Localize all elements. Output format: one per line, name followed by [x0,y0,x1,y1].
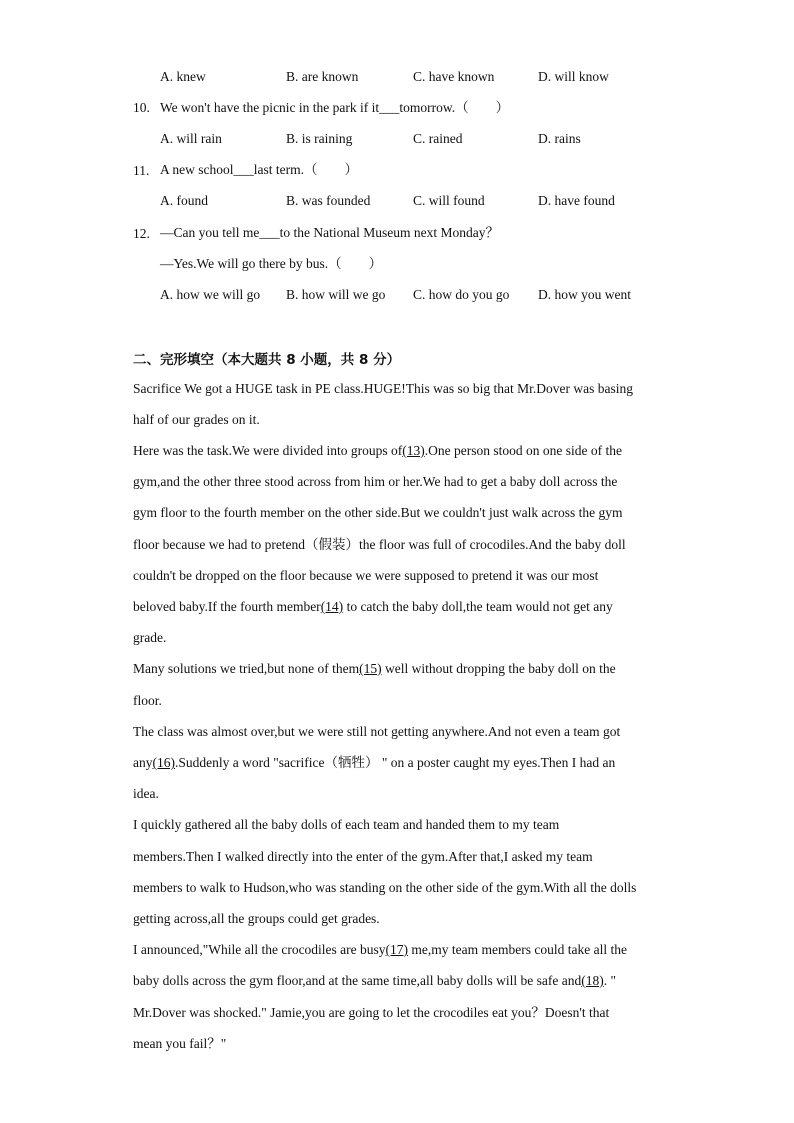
q9-option-a: A. knew [160,69,206,84]
q12-option-d: D. how you went [538,287,631,302]
blank-17: (17) [385,942,409,957]
passage-line: I quickly gathered all the baby dolls of each team and handed them to my team [133,817,560,832]
q11-option-b: B. was founded [286,193,371,208]
passage-line: getting across,all the groups could get grades. [133,911,380,926]
passage-line: half of our grades on it. [133,412,260,427]
q12-option-b: B. how will we go [286,287,386,302]
passage-line: beloved baby.If the fourth member(14) to catch the baby doll,the team would not get any [133,599,613,614]
q9-option-b: B. are known [286,69,359,84]
q11-option-d: D. have found [538,193,615,208]
q10-option-d: D. rains [538,131,581,146]
blank-13: (13) [402,443,425,458]
q10-stem: We won't have the picnic in the park if it___tomorrow.（ ） [160,100,510,115]
q12-number: 12. [133,226,150,241]
q11-option-a: A. found [160,193,208,208]
blank-18: (18) [581,973,604,988]
blank-16: (16) [152,755,175,770]
q12-stem-line2: —Yes.We will go there by bus.（ ） [160,256,383,271]
passage-line: any(16).Suddenly a word "sacrifice（牺牲） " on a poster caught my eyes.Then I had an [133,755,616,770]
q12-stem-line1: —Can you tell me___to the National Museum next Monday？ [160,225,499,240]
section-heading: 二、完形填空（本大题共 8 小题，共 8 分） [133,352,401,368]
passage-line: idea. [133,786,159,801]
passage-line: Mr.Dover was shocked." Jamie,you are going to let the crocodiles eat you？Doesn't that [133,1005,610,1020]
passage-line: The class was almost over,but we were still not getting anywhere.And not even a team got [133,724,621,739]
passage-line: gym,and the other three stood across from him or her.We had to get a baby doll across the [133,474,618,489]
q11-number: 11. [133,163,150,178]
q12-option-a: A. how we will go [160,287,261,302]
q10-number: 10. [133,100,150,115]
q9-option-c: C. have known [413,69,495,84]
blank-15: (15) [359,661,382,676]
passage-line: gym floor to the fourth member on the other side.But we couldn't just walk across the gym [133,505,623,520]
passage-line: Many solutions we tried,but none of them(15) well without dropping the baby doll on the [133,661,616,676]
passage-line: mean you fail？" [133,1036,227,1051]
q9-option-d: D. will know [538,69,609,84]
passage-line: Here was the task.We were divided into groups of(13).One person stood on one side of the [133,443,622,458]
blank-14: (14) [320,599,344,614]
q10-option-b: B. is raining [286,131,353,146]
passage-line: baby dolls across the gym floor,and at the same time,all baby dolls will be safe and(18). " [133,973,616,988]
passage-line: Sacrifice We got a HUGE task in PE class.HUGE!This was so big that Mr.Dover was basing [133,381,633,396]
passage-line: couldn't be dropped on the floor because we were supposed to pretend it was our most [133,568,599,583]
q11-option-c: C. will found [413,193,485,208]
q10-option-a: A. will rain [160,131,222,146]
passage-line: floor. [133,693,162,708]
q10-option-c: C. rained [413,131,463,146]
passage-line: members to walk to Hudson,who was standing on the other side of the gym.With all the dolls [133,880,637,895]
q12-option-c: C. how do you go [413,287,510,302]
passage-line: floor because we had to pretend（假装）the floor was full of crocodiles.And the baby doll [133,537,626,552]
q11-stem: A new school___last term.（ ） [160,162,358,177]
passage-line: grade. [133,630,167,645]
passage-line: members.Then I walked directly into the enter of the gym.After that,I asked my team [133,849,593,864]
passage-line: I announced,"While all the crocodiles are busy(17) me,my team members could take all the [133,942,627,957]
